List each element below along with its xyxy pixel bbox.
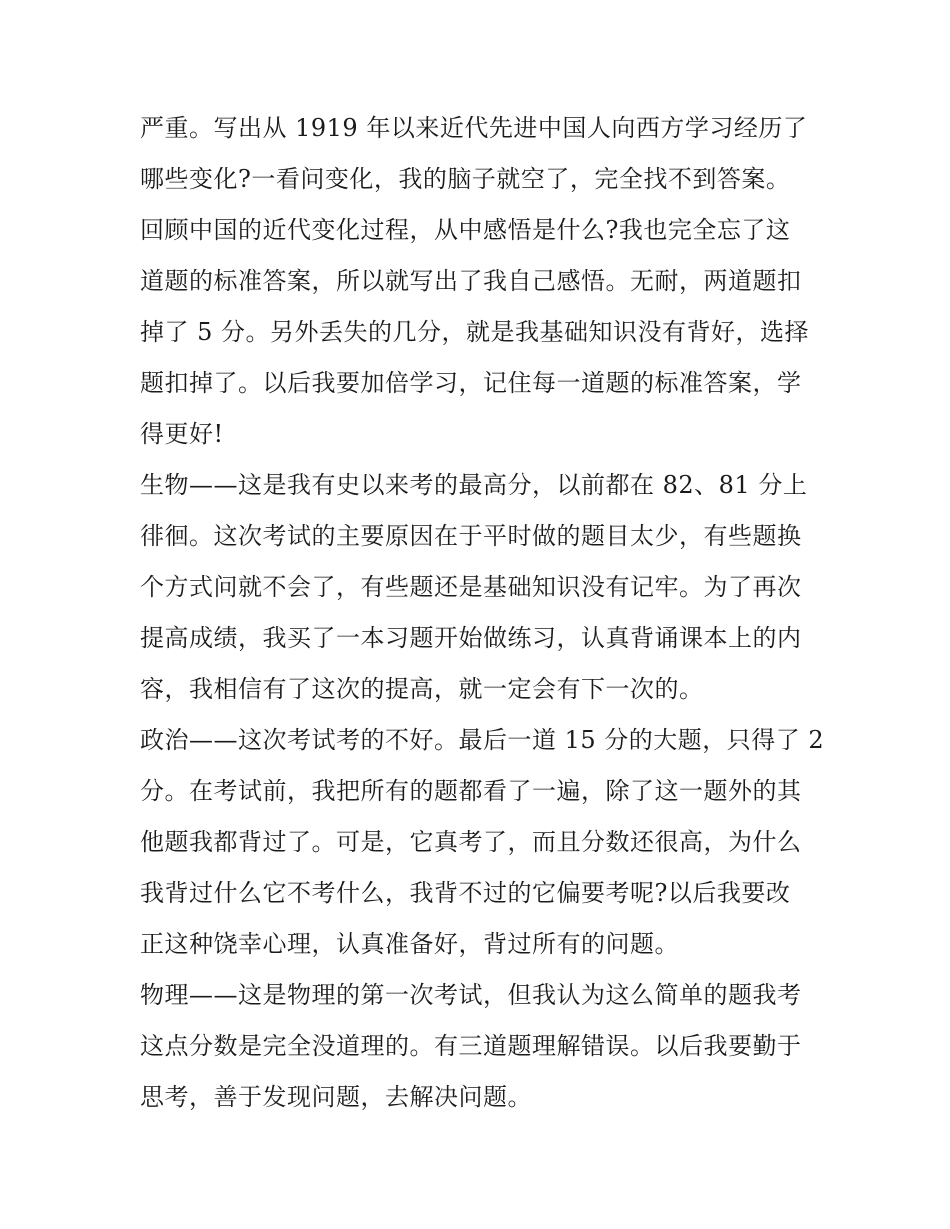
text-line: 他题我都背过了。可是，它真考了，而且分数还很高，为什么 [140, 828, 802, 856]
document-body [140, 103, 825, 1123]
text-line: 物理——这是物理的第一次考试，但我认为这么简单的题我考 [140, 981, 802, 1009]
text-line: 徘徊。这次考试的主要原因在于平时做的题目太少，有些题换 [140, 522, 802, 550]
text-line: 容，我相信有了这次的提高，就一定会有下一次的。 [140, 675, 704, 703]
text-line: 正这种饶幸心理，认真准备好，背过所有的问题。 [140, 930, 679, 958]
text-line: 政治——这次考试考的不好。最后一道 15 分的大题，只得了 2 [140, 726, 825, 754]
text-line: 分。在考试前，我把所有的题都看了一遍，除了这一题外的其 [140, 777, 802, 805]
text-line: 个方式问就不会了，有些题还是基础知识没有记牢。为了再次 [140, 573, 802, 601]
text-line: 哪些变化?一看问变化，我的脑子就空了，完全找不到答案。 [140, 165, 791, 193]
text-line: 道题的标准答案，所以就写出了我自己感悟。无耐，两道题扣 [140, 267, 802, 295]
text-line: 得更好! [140, 420, 224, 448]
text-line: 回顾中国的近代变化过程，从中感悟是什么?我也完全忘了这 [140, 216, 791, 244]
text-line: 严重。写出从 1919 年以来近代先进中国人向西方学习经历了 [140, 114, 808, 142]
text-line: 我背过什么它不考什么，我背不过的它偏要考呢?以后我要改 [140, 879, 791, 907]
text-line: 生物——这是我有史以来考的最高分，以前都在 82、81 分上 [140, 471, 808, 499]
text-line: 思考，善于发现问题，去解决问题。 [140, 1083, 532, 1111]
text-line: 这点分数是完全没道理的。有三道题理解错误。以后我要勤于 [140, 1032, 802, 1060]
text-line: 提高成绩，我买了一本习题开始做练习，认真背诵课本上的内 [140, 624, 802, 652]
text-line: 掉了 5 分。另外丢失的几分，就是我基础知识没有背好，选择 [140, 318, 810, 346]
text-line: 题扣掉了。以后我要加倍学习，记住每一道题的标准答案，学 [140, 369, 802, 397]
